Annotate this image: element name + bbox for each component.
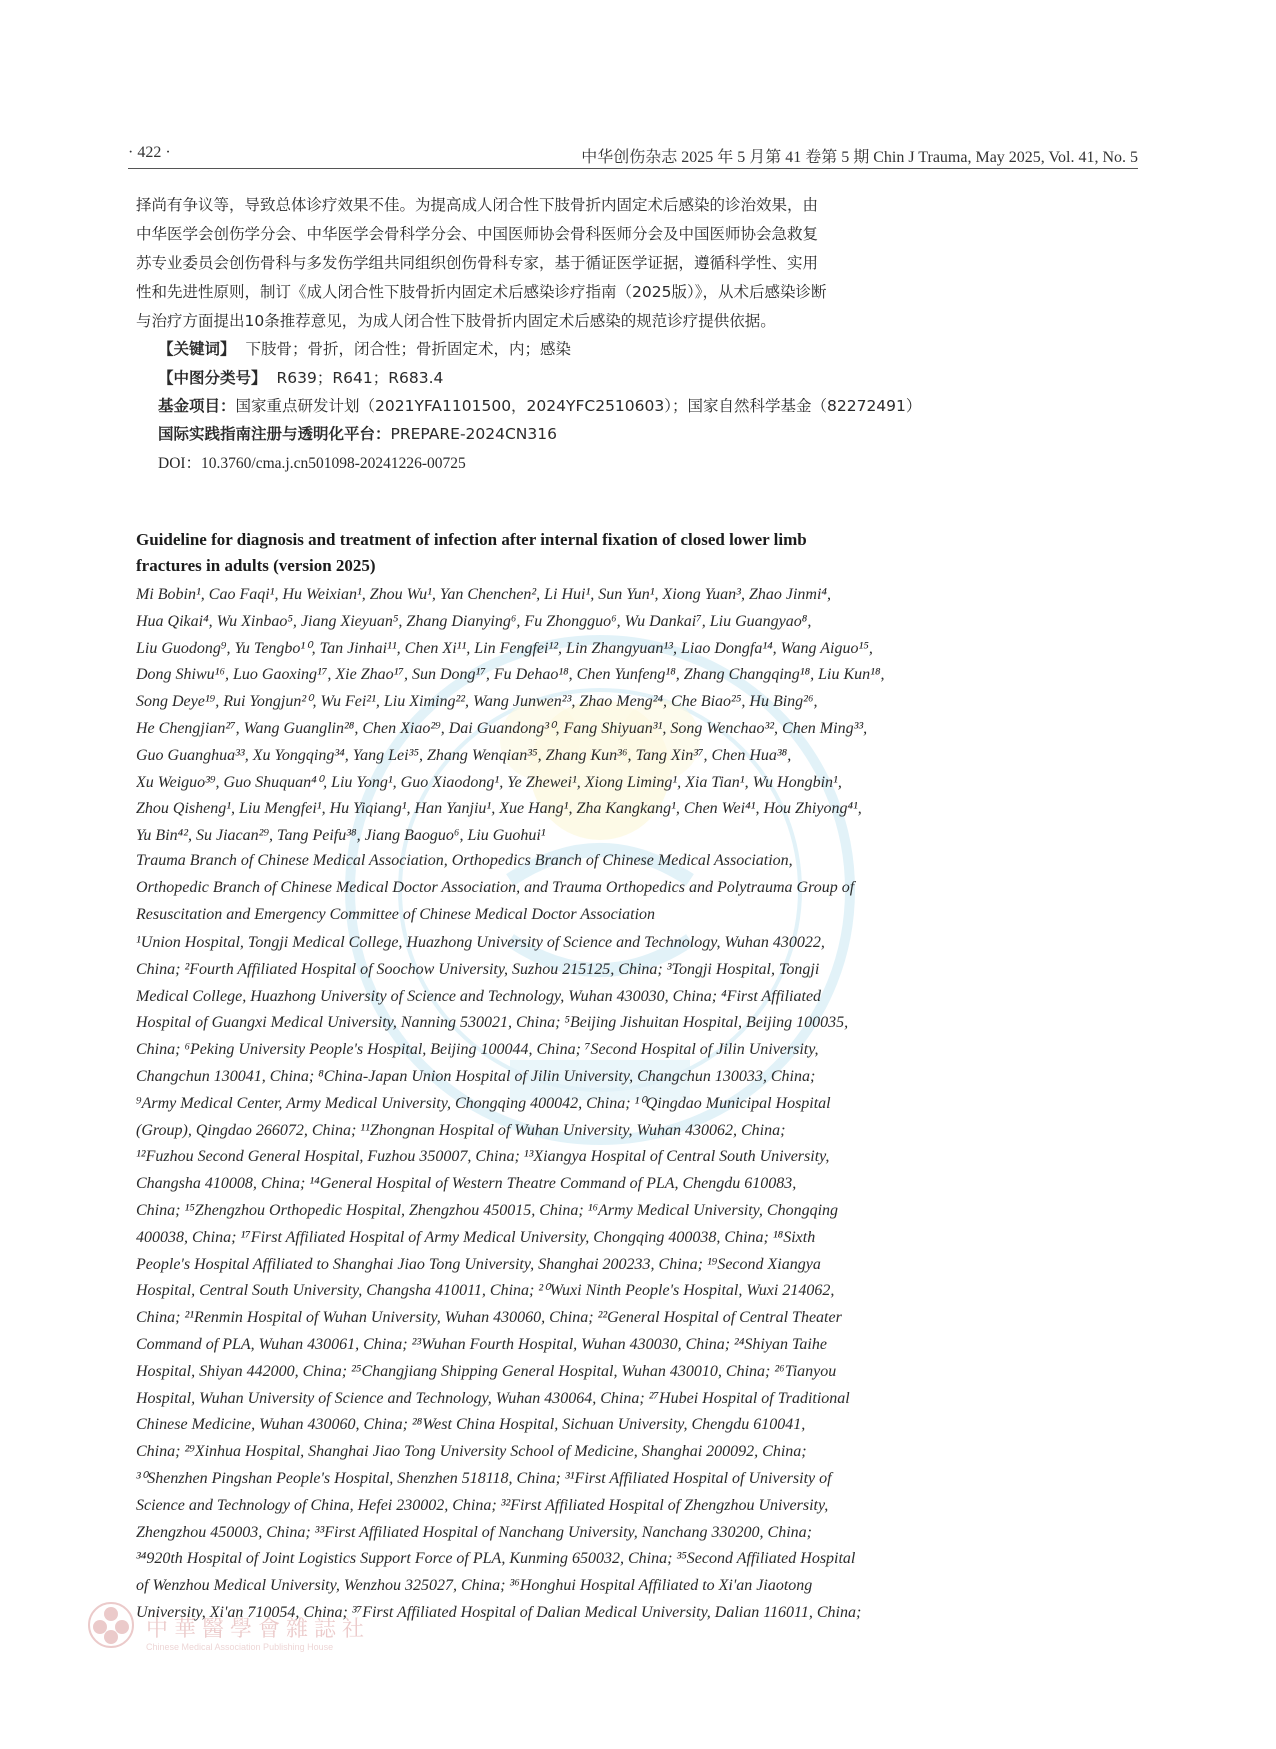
affiliation-line: Hospital, Central South University, Changsha 410011, China; ²⁰Wuxi Ninth People's Hospital, Wuxi 214062, — [136, 1282, 835, 1300]
journal-citation: 中华创伤杂志 2025 年 5 月第 41 卷第 5 期 Chin J Trauma, May 2025, Vol. 41, No. 5 — [581, 149, 1138, 166]
abstract-line: 择尚有争议等，导致总体诊疗效果不佳。为提高成人闭合性下肢骨折内固定术后感染的诊治效果，由 — [136, 196, 819, 214]
author-line: Hua Qikai⁴, Wu Xinbao⁵, Jiang Xieyuan⁵, Zhang Dianying⁶, Fu Zhongguo⁶, Wu Dankai⁷, Liu Guangyao⁸, — [136, 612, 812, 630]
author-line: Dong Shiwu¹⁶, Luo Gaoxing¹⁷, Xie Zhao¹⁷, Sun Dong¹⁷, Fu Dehao¹⁸, Chen Yunfeng¹⁸, Zhang Changqing¹⁸, Liu Kun¹⁸, — [136, 666, 885, 684]
page-number: · 422 · — [128, 144, 171, 161]
affiliations — [136, 930, 946, 1627]
english-title-line: fractures in adults (version 2025) — [136, 556, 376, 575]
english-title — [136, 527, 946, 579]
registry-label: 国际实践指南注册与透明化平台： — [158, 425, 391, 443]
organization-line: Trauma Branch of Chinese Medical Association, Orthopedics Branch of Chinese Medical Association, — [136, 852, 793, 869]
affiliation-line: Hospital, Shiyan 442000, China; ²⁵Changjiang Shipping General Hospital, Wuhan 430010, China; ²⁶Tianyou — [136, 1362, 837, 1380]
author-line: Mi Bobin¹, Cao Faqi¹, Hu Weixian¹, Zhou Wu¹, Yan Chenchen², Li Hui¹, Sun Yun¹, Xiong Yuan³, Zhao Jinmi⁴, — [136, 586, 831, 603]
affiliation-line: of Wenzhou Medical University, Wenzhou 325027, China; ³⁶Honghui Hospital Affiliated to Xi'an Jiaotong — [136, 1577, 813, 1595]
author-line: Guo Guanghua³³, Xu Yongqing³⁴, Yang Lei³⁵, Zhang Wenqian³⁵, Zhang Kun³⁶, Tang Xin³⁷, Chen Hua³⁸, — [136, 746, 792, 764]
english-title-line: Guideline for diagnosis and treatment of infection after internal fixation of closed lower limb — [136, 530, 807, 549]
affiliation-line: Science and Technology of China, Hefei 230002, China; ³²First Affiliated Hospital of Zhengzhou University, — [136, 1496, 829, 1514]
keywords-label: 【关键词】 — [158, 340, 236, 358]
abstract-line: 与治疗方面提出10条推荐意见，为成人闭合性下肢骨折内固定术后感染的规范诊疗提供依据。 — [136, 312, 776, 330]
doi-text: DOI：10.3760/cma.j.cn501098-20241226-00725 — [158, 455, 466, 472]
affiliation-line: China; ²Fourth Affiliated Hospital of Soochow University, Suzhou 215125, China; ³Tongji Hospital, Tongji — [136, 960, 820, 978]
affiliation-line: ³⁴920th Hospital of Joint Logistics Support Force of PLA, Kunming 650032, China; ³⁵Second Affiliated Hospital — [136, 1550, 856, 1568]
affiliation-line: ³⁰Shenzhen Pingshan People's Hospital, Shenzhen 518118, China; ³¹First Affiliated Hospital of University of — [136, 1469, 832, 1487]
affiliation-line: (Group), Qingdao 266072, China; ¹¹Zhongnan Hospital of Wuhan University, Wuhan 430062, China; — [136, 1121, 786, 1139]
flower-emblem-icon — [86, 1600, 136, 1650]
affiliation-line: ¹²Fuzhou Second General Hospital, Fuzhou 350007, China; ¹³Xiangya Hospital of Central South University, — [136, 1148, 830, 1166]
organizations — [136, 848, 946, 928]
clc-number — [158, 366, 958, 388]
abstract-line: 性和先进性原则，制订《成人闭合性下肢骨折内固定术后感染诊疗指南（2025版）》，从术后感染诊断 — [136, 283, 827, 301]
affiliation-line: Changchun 130041, China; ⁸China-Japan Union Hospital of Jilin University, Changchun 130033, China; — [136, 1067, 816, 1085]
affiliation-line: Zhengzhou 450003, China; ³³First Affiliated Hospital of Nanchang University, Nanchang 330200, China; — [136, 1523, 812, 1541]
author-line: Song Deye¹⁹, Rui Yongjun²⁰, Wu Fei²¹, Liu Ximing²², Wang Junwen²³, Zhao Meng²⁴, Che Biao²⁵, Hu Bing²⁶, — [136, 693, 818, 711]
affiliation-line: 400038, China; ¹⁷First Affiliated Hospital of Army Medical University, Chongqing 400038, China; ¹⁸Sixth — [136, 1228, 816, 1246]
doi — [158, 451, 958, 473]
clc-value: R639；R641；R683.4 — [276, 369, 444, 387]
header-rule — [128, 168, 1138, 169]
registry — [158, 422, 958, 444]
affiliation-line: China; ⁶Peking University People's Hospital, Beijing 100044, China; ⁷Second Hospital of Jilin University, — [136, 1041, 819, 1059]
author-line: Liu Guodong⁹, Yu Tengbo¹⁰, Tan Jinhai¹¹, Chen Xi¹¹, Lin Fengfei¹², Lin Zhangyuan¹³, Liao Dongfa¹⁴, Wang Aiguo¹⁵, — [136, 639, 873, 657]
keywords-value: 下肢骨；骨折，闭合性；骨折固定术，内；感染 — [245, 340, 572, 358]
funding — [158, 394, 958, 416]
affiliation-line: ¹Union Hospital, Tongji Medical College, Huazhong University of Science and Technology, Wuhan 430022, — [136, 934, 825, 951]
affiliation-line: Changsha 410008, China; ¹⁴General Hospital of Western Theatre Command of PLA, Chengdu 610083, — [136, 1175, 797, 1193]
publisher-name-cn: 中華醫學會雜誌社 — [146, 1617, 371, 1642]
publisher-logo — [86, 1600, 546, 1660]
affiliation-line: People's Hospital Affiliated to Shanghai Jiao Tong University, Shanghai 200233, China; ¹⁹Second Xiangya — [136, 1255, 821, 1273]
chinese-abstract-continuation — [136, 191, 946, 336]
affiliation-line: University, Xi'an 710054, China; ³⁷First Affiliated Hospital of Dalian Medical University, Dalian 116011, China; — [136, 1603, 862, 1621]
abstract-line: 中华医学会创伤学分会、中华医学会骨科学分会、中国医师协会骨科医师分会及中国医师协会急救复 — [136, 225, 819, 243]
keywords — [158, 337, 958, 359]
affiliation-line: Chinese Medicine, Wuhan 430060, China; ²⁸West China Hospital, Sichuan University, Chengdu 610041, — [136, 1416, 806, 1434]
clc-label: 【中图分类号】 — [158, 369, 267, 387]
publisher-name-en: Chinese Medical Association Publishing House — [146, 1642, 334, 1652]
author-line: Zhou Qisheng¹, Liu Mengfei¹, Hu Yiqiang¹, Han Yanjiu¹, Xue Hang¹, Zha Kangkang¹, Chen Wei⁴¹, Hou Zhiyong⁴¹, — [136, 800, 862, 818]
organization-line: Resuscitation and Emergency Committee of Chinese Medical Doctor Association — [136, 905, 656, 923]
affiliation-line: China; ¹⁵Zhengzhou Orthopedic Hospital, Zhengzhou 450015, China; ¹⁶Army Medical University, Chongqing — [136, 1201, 839, 1219]
author-line: Yu Bin⁴², Su Jiacan²⁹, Tang Peifu³⁸, Jiang Baoguo⁶, Liu Guohui¹ — [136, 827, 546, 845]
registry-value: PREPARE-2024CN316 — [390, 425, 557, 443]
affiliation-line: Command of PLA, Wuhan 430061, China; ²³Wuhan Fourth Hospital, Wuhan 430030, China; ²⁴Shiyan Taihe — [136, 1335, 827, 1353]
affiliation-line: Hospital, Wuhan University of Science and Technology, Wuhan 430064, China; ²⁷Hubei Hospital of Traditional — [136, 1389, 850, 1407]
author-list — [136, 582, 946, 850]
abstract-line: 苏专业委员会创伤骨科与多发伤学组共同组织创伤骨科专家，基于循证医学证据，遵循科学性、实用 — [136, 254, 819, 272]
funding-label: 基金项目： — [158, 397, 236, 415]
running-header — [128, 140, 1138, 166]
affiliation-line: China; ²⁹Xinhua Hospital, Shanghai Jiao Tong University School of Medicine, Shanghai 200092, China; — [136, 1443, 807, 1461]
funding-value: 国家重点研发计划（2021YFA1101500，2024YFC2510603）；国家自然科学基金（82272491） — [235, 397, 922, 415]
affiliation-line: China; ²¹Renmin Hospital of Wuhan University, Wuhan 430060, China; ²²General Hospital of Central Theater — [136, 1309, 842, 1327]
affiliation-line: ⁹Army Medical Center, Army Medical University, Chongqing 400042, China; ¹⁰Qingdao Municipal Hospital — [136, 1094, 831, 1112]
author-line: Xu Weiguo³⁹, Guo Shuquan⁴⁰, Liu Yong¹, Guo Xiaodong¹, Ye Zhewei¹, Xiong Liming¹, Xia Tian¹, Wu Hongbin¹, — [136, 773, 842, 791]
author-line: He Chengjian²⁷, Wang Guanglin²⁸, Chen Xiao²⁹, Dai Guandong³⁰, Fang Shiyuan³¹, Song Wenchao³², Chen Ming³³, — [136, 719, 868, 737]
affiliation-line: Medical College, Huazhong University of Science and Technology, Wuhan 430030, China; ⁴First Affiliated — [136, 987, 822, 1005]
organization-line: Orthopedic Branch of Chinese Medical Doctor Association, and Trauma Orthopedics and Polytrauma Group of — [136, 878, 855, 896]
affiliation-line: Hospital of Guangxi Medical University, Nanning 530021, China; ⁵Beijing Jishuitan Hospital, Beijing 100035, — [136, 1014, 849, 1032]
